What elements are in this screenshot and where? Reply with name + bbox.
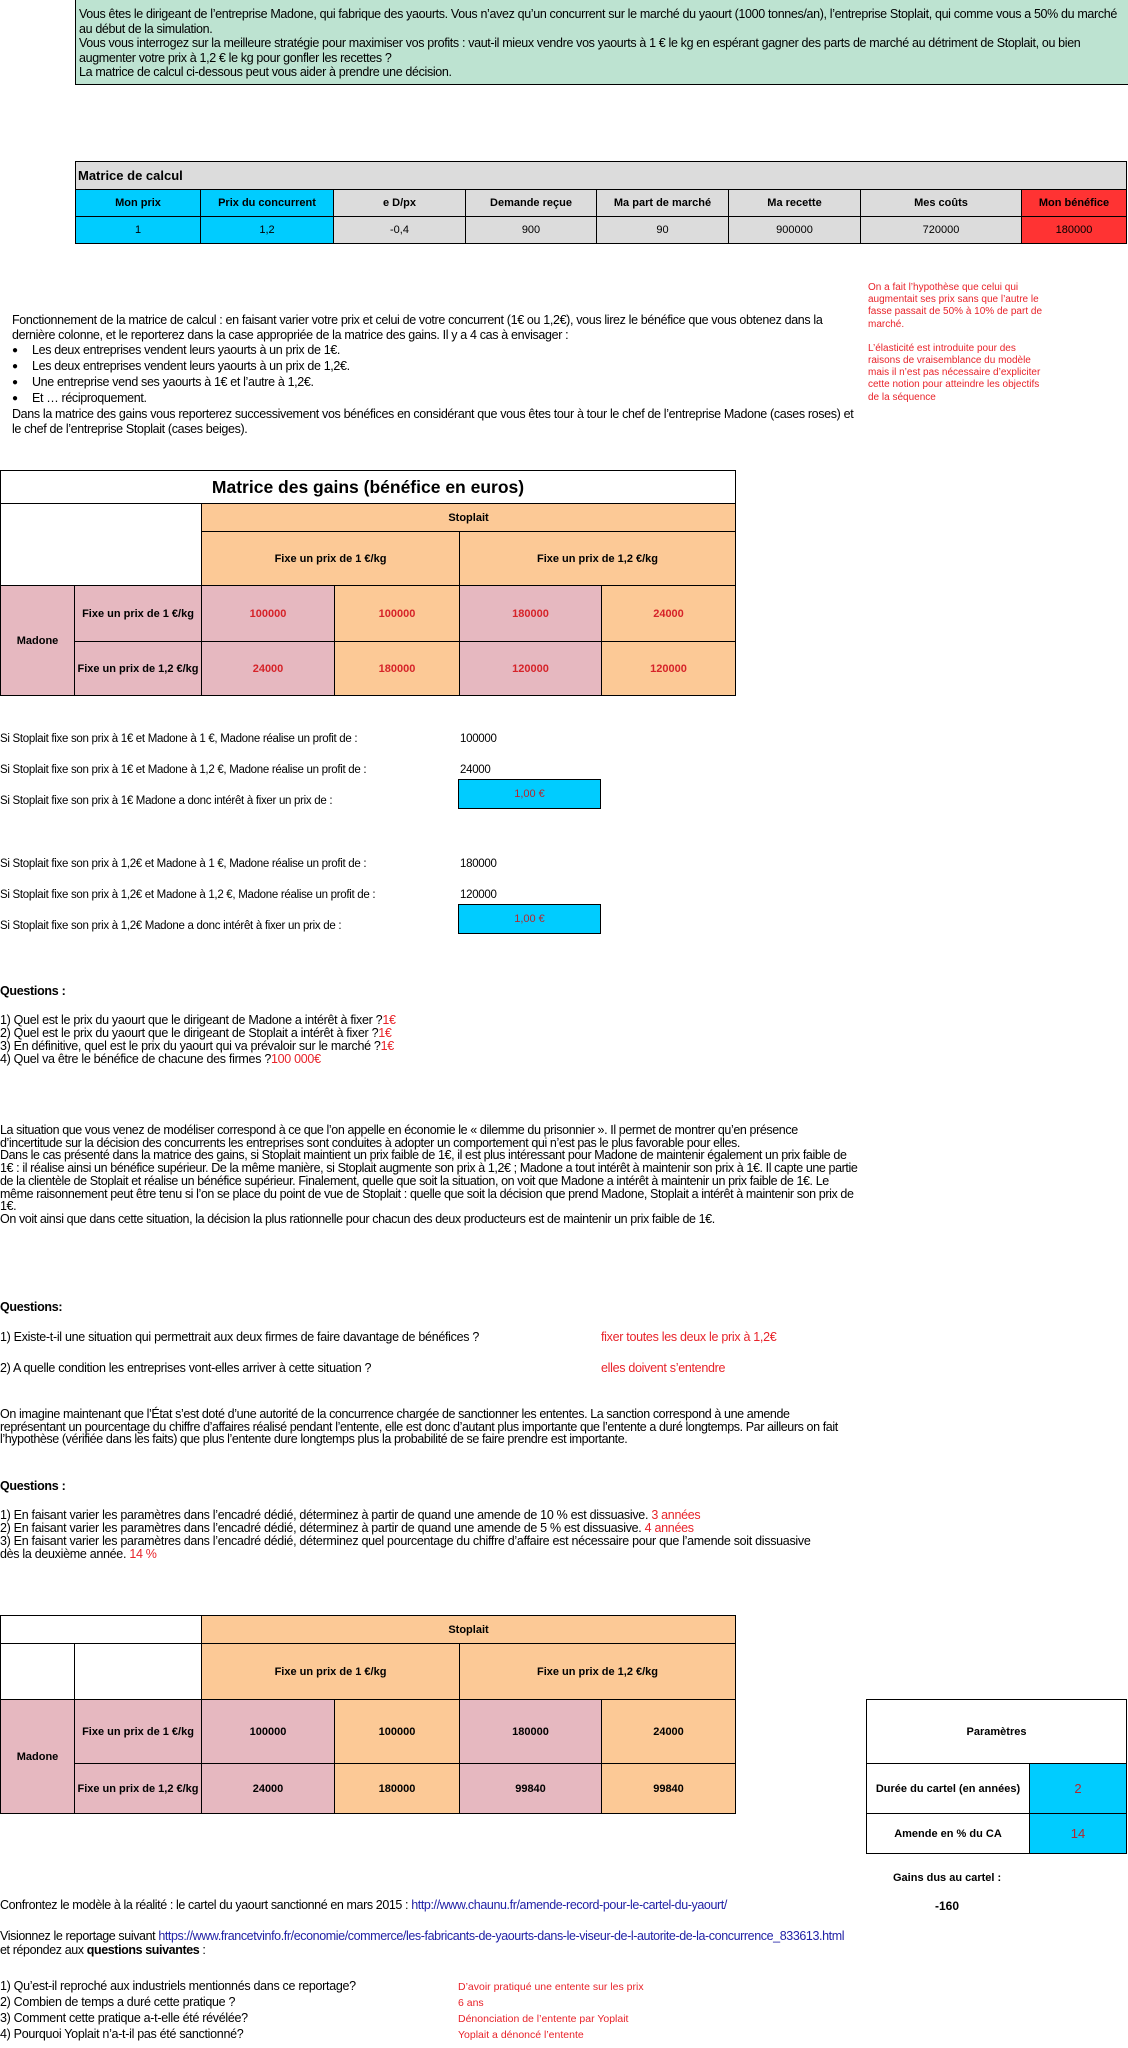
answer-box-price[interactable]: 1,00 € (458, 904, 601, 934)
francetvinfo-link[interactable]: https://www.francetvinfo.fr/economie/commerce/les-fabricants-de-yaourts-dans-le-viseur-de-l-autorite-de-la-concurrence_833613.html (158, 1929, 845, 1943)
scenario-value: 100000 (460, 733, 497, 745)
question-answer: 1€ (378, 1026, 392, 1040)
header-elasticite: e D/px (334, 190, 466, 217)
question-answer: 1€ (380, 1039, 394, 1053)
question-text: 2) A quelle condition les entreprises vont-elles arriver à cette situation ? (0, 1361, 372, 1375)
header-part-marche: Ma part de marché (597, 190, 729, 217)
answer-suffix: : (199, 1943, 206, 1957)
explanation-outro: Dans la matrice des gains vous reporterez successivement vos bénéfices en considérant que vous êtes tour à tour le chef de l’entreprise Madone (cases roses) et le chef de l’entreprise Stoplait (cases beiges). (12, 407, 854, 436)
col-player-stoplait: Stoplait (202, 1616, 736, 1644)
question-text: 1) Existe-t-il une situation qui permettrait aux deux firmes de faire davantage de bénéfices ? (0, 1330, 480, 1344)
scenario-text: Si Stoplait fixe son prix à 1,2€ et Madone à 1 €, Madone réalise un profit de : (0, 858, 367, 870)
dilemma-p3: On voit ainsi que dans cette situation, la décision la plus rationnelle pour chacun des deux producteurs est de maintenir un prix faible de 1€. (0, 1211, 715, 1226)
explanation-intro: Fonctionnement de la matrice de calcul : en faisant varier votre prix et celui de votre concurrent (1€ ou 1,2€), vous lirez le bénéfice que vous obtenez dans la dernière colonne, et le reporterez dans la case appropriée de la matrice des gains. Il y a 4 cas à envisager : (12, 313, 823, 342)
row-option-1: Fixe un prix de 1 €/kg (75, 1700, 202, 1764)
question-text: 3) En définitive, quel est le prix du yaourt qui va prévaloir sur le marché ? (0, 1039, 381, 1053)
calc-matrix-table (75, 161, 1127, 244)
intro-box (75, 0, 1128, 85)
question-item (0, 1014, 396, 1027)
empty-corner (1, 1616, 202, 1644)
explanation-text (12, 313, 862, 436)
cell-stoplait: 180000 (335, 1764, 460, 1814)
prisoner-dilemma-text (0, 1124, 860, 1226)
question-answer: 3 années (651, 1508, 701, 1522)
duration-label: Durée du cartel (en années) (867, 1764, 1030, 1814)
question-text: 2) Quel est le prix du yaourt que le dirigeant de Stoplait a intérêt à fixer ? (0, 1026, 379, 1040)
fine-label: Amende en % du CA (867, 1814, 1030, 1854)
question-text: 4) Pourquoi Yoplait n’a-t-il pas été sanctionné? (0, 2027, 244, 2041)
scenario-value: 120000 (460, 889, 497, 901)
cell-madone: 100000 (202, 1700, 335, 1764)
questions-title: Questions : (0, 984, 66, 998)
value-recette: 900000 (729, 217, 861, 244)
scenario-value: 180000 (460, 858, 497, 870)
reality-line (0, 1898, 727, 1912)
question-answer: 4 années (644, 1521, 694, 1535)
intro-line-1: Vous êtes le dirigeant de l’entreprise Madone, qui fabrique des yaourts. Vous n’avez qu’un concurrent sur le marché du yaourt (1000 tonnes/an), l’entreprise Stoplait, qui comme vous a 50% du marché au début de la simulation. (79, 7, 1117, 36)
input-prix-concurrent[interactable]: 1,2 (201, 217, 334, 244)
cell-madone[interactable]: 24000 (202, 642, 335, 696)
header-mon-prix: Mon prix (76, 190, 201, 217)
question-answer: 100 000€ (270, 1052, 321, 1066)
case-item: ● Les deux entreprises vendent leurs yaourts à un prix de 1€. (12, 343, 862, 358)
question-text: 2) Combien de temps a duré cette pratique ? (0, 1995, 236, 2009)
value-part-marche: 90 (597, 217, 729, 244)
intro-line-2: Vous vous interrogez sur la meilleure stratégie pour maximiser vos profits : vaut-il mieux vendre vos yaourts à 1 € le kg en espérant gagner des parts de marché au détriment de Stoplait, ou bien augmenter votre prix à 1,2 € le kg pour gonfler les recettes ? (79, 36, 1081, 65)
cell-stoplait[interactable]: 180000 (335, 642, 460, 696)
row-option-2: Fixe un prix de 1,2 €/kg (75, 642, 202, 696)
question-text: 4) Quel va être le bénéfice de chacune des firmes ? (0, 1052, 271, 1066)
question-answer: Yoplait a dénoncé l’entente (458, 2029, 584, 2041)
cell-madone[interactable]: 180000 (460, 586, 602, 642)
question-text: 1) Qu’est-il reproché aux industriels mentionnés dans ce reportage? (0, 1979, 356, 1993)
header-demande: Demande reçue (466, 190, 597, 217)
question-answer: Dénonciation de l’entente par Yoplait (458, 2013, 629, 2025)
answer-bold: questions suivantes (86, 1943, 200, 1957)
row-option-2: Fixe un prix de 1,2 €/kg (75, 1764, 202, 1814)
question-answer: elles doivent s’entendre (601, 1361, 726, 1375)
side-note-elasticity: L’élasticité est introduite pour des raisons de vraisemblance du modèle mais il n’est pas nécessaire d’expliciter cette notion pour atteindre les objectifs de la séquence (868, 342, 1041, 403)
cell-madone[interactable]: 100000 (202, 586, 335, 642)
competition-authority-text: On imagine maintenant que l’État s’est doté d’une autorité de la concurrence chargée de sanctionner les ententes. La sanction correspond à une amende représentant un pourcentage du chiffre d’affaires réalisé pendant l’entente, elle est donc d’autant plus importante que l’entente a duré longtemps. Par ailleurs on fait l’hypothèse (vérifiée dans les faits) que plus l’entente dure longtemps plus la probabilité de se faire prendre est importante. (0, 1407, 838, 1447)
question-item (0, 1053, 321, 1066)
scenario-value: 24000 (460, 764, 491, 776)
question-text: 3) Comment cette pratique a-t-elle été révélée? (0, 2011, 248, 2025)
report-line (0, 1929, 844, 1957)
chaunu-link[interactable]: http://www.chaunu.fr/amende-record-pour-le-cartel-du-yaourt/ (411, 1898, 727, 1912)
question-text: 1) Quel est le prix du yaourt que le dirigeant de Madone a intérêt à fixer ? (0, 1013, 383, 1027)
cell-stoplait: 100000 (335, 1700, 460, 1764)
reality-text: Confrontez le modèle à la réalité : le cartel du yaourt sanctionné en mars 2015 : (0, 1898, 412, 1912)
question-answer: fixer toutes les deux le prix à 1,2€ (601, 1330, 777, 1344)
header-prix-concurrent: Prix du concurrent (201, 190, 334, 217)
fine-input[interactable]: 14 (1030, 1814, 1127, 1854)
scenario-text: Si Stoplait fixe son prix à 1€ Madone a donc intérêt à fixer un prix de : (0, 795, 333, 807)
row-player-madone: Madone (1, 586, 75, 696)
row-player-madone: Madone (1, 1700, 75, 1814)
gains-matrix-cartel-table (0, 1615, 736, 1814)
input-mon-prix[interactable]: 1 (76, 217, 201, 244)
cartel-gains-label: Gains dus au cartel : (893, 1872, 1002, 1884)
question-item (0, 1509, 860, 1522)
question-item (0, 1027, 392, 1040)
questions-title: Questions : (0, 1479, 66, 1493)
cell-madone: 180000 (460, 1700, 602, 1764)
scenario-text: Si Stoplait fixe son prix à 1€ et Madone à 1 €, Madone réalise un profit de : (0, 733, 358, 745)
col-option-2: Fixe un prix de 1,2 €/kg (460, 1644, 736, 1700)
calc-matrix-title: Matrice de calcul (76, 162, 1127, 190)
cell-stoplait[interactable]: 100000 (335, 586, 460, 642)
question-answer: 1€ (382, 1013, 396, 1027)
empty-cell (75, 1644, 202, 1700)
answer-box-price[interactable]: 1,00 € (458, 779, 601, 809)
col-player-stoplait: Stoplait (202, 504, 736, 532)
header-couts: Mes coûts (861, 190, 1022, 217)
cases-list (12, 343, 862, 406)
question-item (0, 1535, 830, 1561)
question-answer: 6 ans (458, 1997, 484, 2009)
header-benefice: Mon bénéfice (1022, 190, 1127, 217)
empty-corner (1, 504, 202, 586)
cartel-gains-value: -160 (935, 1899, 960, 1913)
header-recette: Ma recette (729, 190, 861, 217)
value-demande: 900 (466, 217, 597, 244)
gains-matrix-title: Matrice des gains (bénéfice en euros) (1, 471, 736, 504)
scenario-text: Si Stoplait fixe son prix à 1€ et Madone à 1,2 €, Madone réalise un profit de : (0, 764, 367, 776)
col-option-1: Fixe un prix de 1 €/kg (202, 532, 460, 586)
col-option-1: Fixe un prix de 1 €/kg (202, 1644, 460, 1700)
value-elasticite: -0,4 (334, 217, 466, 244)
case-item: ● Les deux entreprises vendent leurs yaourts à un prix de 1,2€. (12, 359, 862, 374)
scenario-text: Si Stoplait fixe son prix à 1,2€ Madone a donc intérêt à fixer un prix de : (0, 920, 342, 932)
side-note-hypothesis: On a fait l’hypothèse que celui qui augmentait ses prix sans que l’autre le fasse passait de 50% à 10% de part de marché. (868, 282, 1043, 330)
case-item: ● Et … réciproquement. (12, 391, 862, 406)
dilemma-p1: La situation que vous venez de modéliser correspond à ce que l’on appelle en économie le « dilemme du prisonnier ». Il permet de montrer qu’en présence d’incertitude sur la décision des concurrents les entreprises sont conduites à adopter un comportement qui n’est pas le plus favorable pour elles. (0, 1123, 798, 1150)
question-text: 2) En faisant varier les paramètres dans l’encadré dédié, déterminez à partir de quand une amende de 5 % est dissuasive. (0, 1521, 642, 1535)
question-item (0, 1522, 860, 1535)
report-prefix: Visionnez le reportage suivant (0, 1929, 159, 1943)
cell-stoplait[interactable]: 120000 (602, 642, 736, 696)
question-answer: 14 % (129, 1547, 157, 1561)
duration-input[interactable]: 2 (1030, 1764, 1127, 1814)
question-text: 3) En faisant varier les paramètres dans l’encadré dédié, déterminez quel pourcentage du chiffre d’affaire est nécessaire pour que l’amende soit dissuasive dès la deuxième année. (0, 1534, 811, 1561)
intro-line-3: La matrice de calcul ci-dessous peut vous aider à prendre une décision. (79, 65, 452, 79)
dilemma-p2: Dans le cas présenté dans la matrice des gains, si Stoplait maintient un prix faible de 1€, il est plus intéressant pour Madone de maintenir également un prix faible de 1€ : il réalise ainsi un bénéfice supérieur. De la même manière, si Stoplait augmente son prix à 1,2€ ; Madone a tout intérêt à maintenir son prix à 1€. Il capte une partie de la clientèle de Stoplait et réalise un bénéfice supérieur. Finalement, quelle que soit la situation, on voit que Madone a intérêt à maintenir un prix faible de 1€. Le même raisonnement peut être tenu si l’on se place du point de vue de Stoplait : quelle que soit la décision que prend Madone, Stoplait a intérêt à maintenir son prix de 1€. (0, 1148, 858, 1214)
cell-madone: 99840 (460, 1764, 602, 1814)
value-couts: 720000 (861, 217, 1022, 244)
side-note (868, 282, 1048, 416)
scenario-text: Si Stoplait fixe son prix à 1,2€ et Madone à 1,2 €, Madone réalise un profit de : (0, 889, 376, 901)
case-item: ● Une entreprise vend ses yaourts à 1€ et l’autre à 1,2€. (12, 375, 862, 390)
parameters-title: Paramètres (867, 1700, 1127, 1764)
cell-stoplait[interactable]: 24000 (602, 586, 736, 642)
questions-title: Questions: (0, 1300, 63, 1314)
question-item (0, 1040, 394, 1053)
value-benefice: 180000 (1022, 217, 1127, 244)
cell-madone: 24000 (202, 1764, 335, 1814)
empty-cell (1, 1644, 75, 1700)
gains-matrix-table (0, 470, 736, 696)
answer-prefix: et répondez aux (0, 1943, 87, 1957)
cell-stoplait: 24000 (602, 1700, 736, 1764)
cell-madone[interactable]: 120000 (460, 642, 602, 696)
parameters-table (866, 1699, 1127, 1854)
row-option-1: Fixe un prix de 1 €/kg (75, 586, 202, 642)
cell-stoplait: 99840 (602, 1764, 736, 1814)
question-answer: D’avoir pratiqué une entente sur les prix (458, 1981, 644, 1993)
question-text: 1) En faisant varier les paramètres dans l’encadré dédié, déterminez à partir de quand une amende de 10 % est dissuasive. (0, 1508, 649, 1522)
col-option-2: Fixe un prix de 1,2 €/kg (460, 532, 736, 586)
